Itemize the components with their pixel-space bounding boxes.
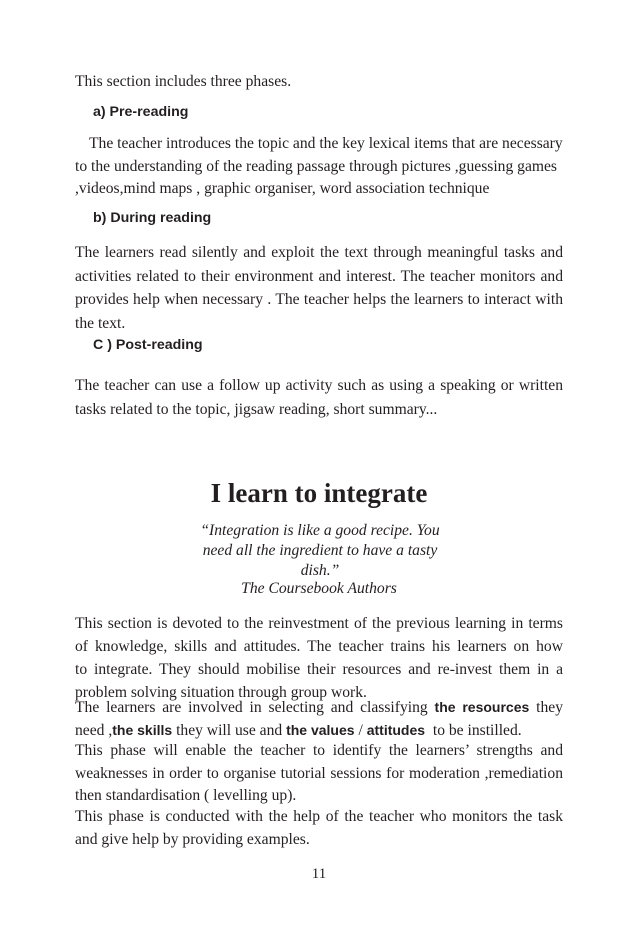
paragraph-line: This phase will enable the teacher to identify the learners’ strengths and	[75, 742, 563, 759]
bold-term-attitudes: attitudes	[366, 722, 426, 738]
post-reading-line: tasks related to the topic, jigsaw reading, short summary...	[75, 400, 438, 418]
post-reading-heading: C ) Post-reading	[93, 337, 203, 353]
paragraph-line: This phase is conducted with the help of the teacher who monitors the task	[75, 808, 563, 825]
pre-reading-heading: a) Pre-reading	[93, 104, 189, 120]
during-reading-line: The learners read silently and exploit the text through meaningful tasks and	[75, 244, 563, 261]
during-reading-heading: b) During reading	[93, 210, 212, 226]
epigraph-quote	[190, 521, 450, 581]
integrate-paragraph-4	[75, 805, 563, 851]
integrate-paragraph-3	[75, 740, 563, 808]
during-reading-line: the text.	[75, 314, 126, 332]
epigraph-author: The Coursebook Authors	[241, 580, 397, 597]
pre-reading-line: to the understanding of the reading passage through pictures ,guessing games	[75, 157, 557, 175]
page-number: 11	[311, 866, 327, 882]
quote-line: need all the ingredient to have a tasty	[202, 542, 438, 559]
during-reading-paragraph	[75, 241, 563, 335]
text-fragment: they will use and	[176, 722, 283, 739]
post-reading-paragraph	[75, 374, 563, 421]
paragraph-line: and give help by providing examples.	[75, 831, 310, 848]
pre-reading-line: ,videos,mind maps , graphic organiser, word association technique	[75, 180, 490, 197]
during-reading-line: activities related to their environment and interest. The teacher monitors and	[75, 267, 563, 285]
quote-line: dish.”	[300, 562, 340, 579]
integrate-paragraph-2	[75, 696, 563, 742]
paragraph-line: then standardisation ( levelling up).	[75, 787, 297, 804]
paragraph-line	[75, 696, 563, 719]
bold-term-values: the values	[286, 722, 355, 738]
paragraph-line: problem solving situation through group work.	[75, 684, 367, 701]
quote-line: “Integration is like a good recipe. You	[200, 522, 440, 539]
paragraph-line: to integrate. They should mobilise their resources and re-invest them in a	[75, 661, 563, 678]
paragraph-line: weaknesses in order to organise tutorial sessions for moderation ,remediation	[75, 764, 563, 782]
paragraph-line: This section is devoted to the reinvestment of the previous learning in terms	[75, 615, 563, 632]
slash-separator: /	[358, 722, 363, 739]
pre-reading-line: The teacher introduces the topic and the key lexical items that are necessary	[89, 135, 563, 152]
paragraph-line: of knowledge, skills and attitudes. The teacher trains his learners on how	[75, 638, 563, 655]
text-fragment: they	[536, 699, 563, 716]
text-fragment: to be instilled.	[432, 722, 522, 739]
integrate-paragraph-1	[75, 612, 563, 704]
paragraph-line	[75, 719, 563, 742]
post-reading-line: The teacher can use a follow up activity such as using a speaking or written	[75, 377, 563, 394]
section-intro: This section includes three phases.	[75, 73, 292, 90]
section-title: I learn to integrate	[210, 478, 428, 508]
pre-reading-paragraph	[75, 133, 563, 201]
bold-term-skills: the skills	[112, 722, 173, 738]
during-reading-line: provides help when necessary . The teacher helps the learners to interact with	[75, 291, 563, 308]
bold-term-resources: the resources	[434, 699, 530, 715]
text-fragment: The learners are involved in selecting and classifying	[75, 699, 428, 716]
text-fragment: need ,	[75, 722, 113, 739]
